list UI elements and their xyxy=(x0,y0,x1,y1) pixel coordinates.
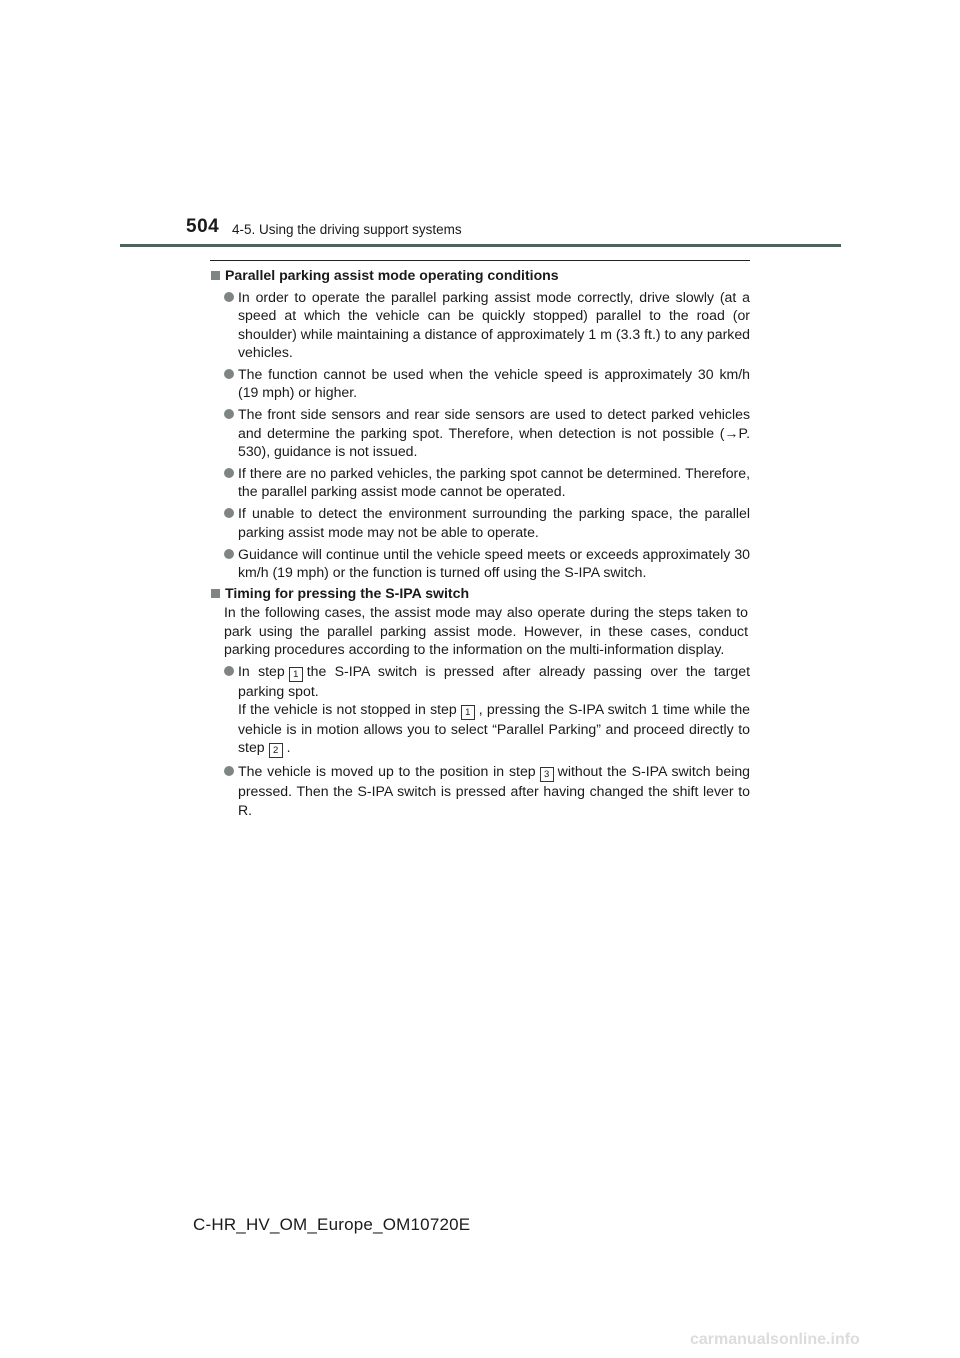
text-run: without the S-IPA switch being pressed. Then the S-IPA switch is pressed after having changed the shift lever to R. xyxy=(238,763,750,818)
list-item xyxy=(210,365,750,401)
section-title: 4-5. Using the driving support systems xyxy=(232,222,462,237)
list-item xyxy=(210,504,750,540)
page-content xyxy=(210,266,750,819)
square-bullet-icon xyxy=(211,271,220,280)
list-item xyxy=(210,662,750,758)
circle-bullet-icon xyxy=(224,666,234,676)
watermark: carmanualsonline.info xyxy=(690,1331,860,1348)
list-item-text xyxy=(238,663,750,755)
list-item xyxy=(210,464,750,500)
step-number-badge: 2 xyxy=(269,743,283,758)
text-run: If the vehicle is not stopped in step xyxy=(238,701,457,718)
circle-bullet-icon xyxy=(224,508,234,518)
circle-bullet-icon xyxy=(224,549,234,559)
circle-bullet-icon xyxy=(224,409,234,419)
list-item xyxy=(210,405,750,460)
circle-bullet-icon xyxy=(224,292,234,302)
content-rule xyxy=(210,260,750,261)
step-number-badge: 1 xyxy=(289,667,303,682)
page-number: 504 xyxy=(186,216,220,237)
list-item xyxy=(210,545,750,581)
section-heading-switch-timing xyxy=(210,584,750,602)
step-number-badge: 3 xyxy=(540,767,554,782)
heading-text: Timing for pressing the S-IPA switch xyxy=(225,585,470,602)
list-item-text: The front side sensors and rear side sensors are used to detect parked vehicles and determine the parking spot. Therefore, when detection is not possible (→P. 530), guidance is not issued. xyxy=(238,406,750,459)
circle-bullet-icon xyxy=(224,369,234,379)
square-bullet-icon xyxy=(211,589,220,598)
list-item-text: In order to operate the parallel parking assist mode correctly, drive slowly (at a speed at which the vehicle can be quickly stopped) parallel to the road (or shoulder) while maintaining a distance of approximately 1 m (3.3 ft.) to any parked vehicles. xyxy=(238,289,750,360)
text-run: the S-IPA switch is pressed after already passing over the target parking spot. xyxy=(238,663,751,700)
list-item-text xyxy=(238,763,750,817)
section-heading-operating-conditions xyxy=(210,266,750,284)
document-code: C-HR_HV_OM_Europe_OM10720E xyxy=(193,1215,471,1234)
circle-bullet-icon xyxy=(224,766,234,776)
step-number-badge: 1 xyxy=(461,705,475,720)
list-item-text: If there are no parked vehicles, the parking spot cannot be determined. Therefore, the parallel parking assist mode cannot be operated. xyxy=(238,465,750,500)
header-rule xyxy=(120,244,841,247)
text-run: , pressing the S-IPA switch 1 time while the vehicle is in motion allows you to select “Parallel Parking” and proceed directly to step xyxy=(238,701,750,756)
list-item xyxy=(210,762,750,818)
list-item-text: Guidance will continue until the vehicle speed meets or exceeds approximately 30 km/h (19 mph) or the function is turned off using the S-IPA switch. xyxy=(238,545,750,581)
list-item-text: The function cannot be used when the vehicle speed is approximately 30 km/h (19 mph) or higher. xyxy=(238,366,750,401)
list-item xyxy=(210,288,750,361)
text-run: In step xyxy=(238,663,285,680)
circle-bullet-icon xyxy=(224,468,234,478)
text-run: . xyxy=(286,739,291,756)
list-item-text: If unable to detect the environment surrounding the parking space, the parallel parking assist mode may not be able to operate. xyxy=(238,505,750,540)
heading-text: Parallel parking assist mode operating conditions xyxy=(225,267,559,283)
text-run: The vehicle is moved up to the position in step xyxy=(238,763,536,780)
intro-paragraph: In the following cases, the assist mode may also operate during the steps taken to park using the parallel parking assist mode. However, in these cases, conduct parking procedures according to the information on the multi-information display. xyxy=(224,604,748,657)
